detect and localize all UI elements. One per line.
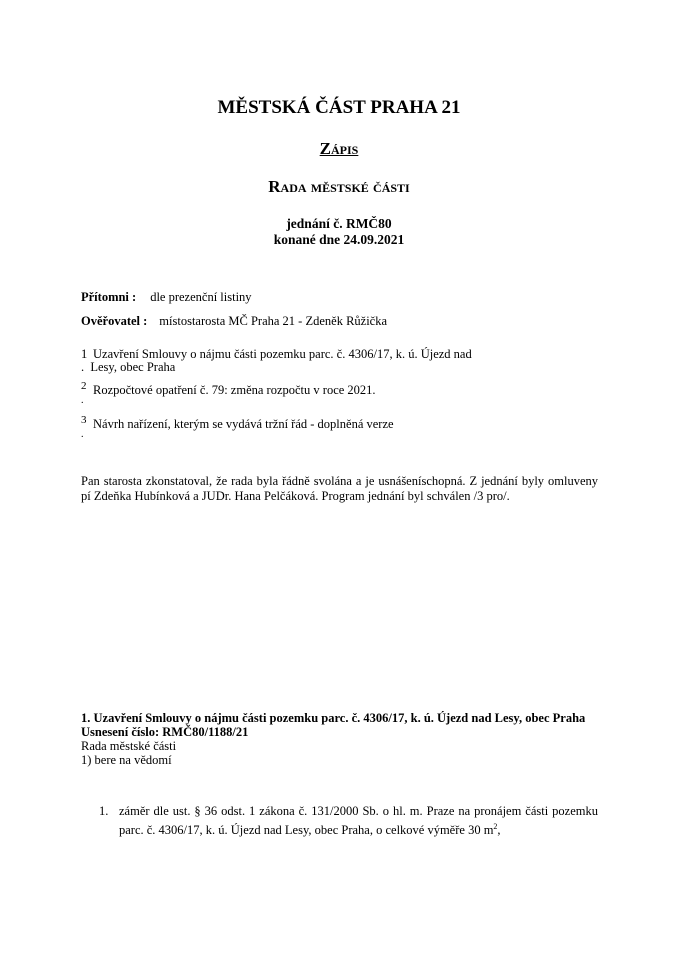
intro-paragraph: Pan starosta zkonstatoval, že rada byla řádně svolána a je usnášeníschopná. Z jednání byly omluveny pí Zdeňka Hubínková a JUDr. Hana Pelčáková. Program jednání byl schválen /3 pro/. [81,474,598,503]
agenda-text: Rozpočtové opatření č. 79: změna rozpočtu v roce 2021. [93,383,376,398]
agenda-number: 2 [81,380,87,392]
meeting-number: jednání č. RMČ80 [286,216,392,231]
verifier-row [81,314,387,329]
agenda-item-3: $^3$ Návrh nařízení, kterým se vydává tržní řád - doplněná verze . [81,414,394,441]
verifier-value: místostarosta MČ Praha 21 - Zdeněk Růžička [159,314,388,328]
meeting-info [0,216,678,248]
item1-block [81,711,598,767]
resolution-body: Rada městské části [81,739,177,753]
list-text: záměr dle ust. § 36 odst. 1 zákona č. 131/2000 Sb. o hl. m. Praze na pronájem části pozemku parc. č. 4306/17, k. ú. Újezd nad Lesy, obec Praha, o celkové výměře 30 $m^2$, [119,804,598,838]
agenda-number: 1 [81,347,88,361]
document-type-heading: Zápis [319,139,359,158]
resolution-clause: 1) bere na vědomí [81,753,172,767]
agenda-item-1: 1 Uzavření Smlouvy o nájmu části pozemku parc. č. 4306/17, k. ú. Újezd nad . Lesy, obec Praha [81,347,472,374]
meeting-date: konané dne 24.09.2021 [273,232,405,247]
item1-title: 1. Uzavření Smlouvy o nájmu části pozemku parc. č. 4306/17, k. ú. Újezd nad Lesy, obec Praha [81,711,586,725]
municipality-heading: MĚSTSKÁ ČÁST PRAHA 21 [217,97,461,118]
present-label: Přítomni : [81,290,137,304]
council-heading: Rada městské části [268,177,410,196]
resolution-number: Usnesení číslo: RMČ80/1188/21 [81,725,249,739]
agenda-text: Uzavření Smlouvy o nájmu části pozemku parc. č. 4306/17, k. ú. Újezd nad [93,347,472,361]
verifier-label: Ověřovatel : [81,314,148,328]
agenda-item-2: $^2$ Rozpočtové opatření č. 79: změna rozpočtu v roce 2021. . [81,380,376,407]
present-row [81,290,252,305]
agenda-number: 3 [81,414,87,426]
agenda-text-cont: Lesy, obec Praha [90,360,176,374]
list-number: 1. [99,804,109,818]
agenda-text: Návrh nařízení, kterým se vydává tržní řád - doplněná verze [93,417,394,432]
present-value: dle prezenční listiny [150,290,252,304]
